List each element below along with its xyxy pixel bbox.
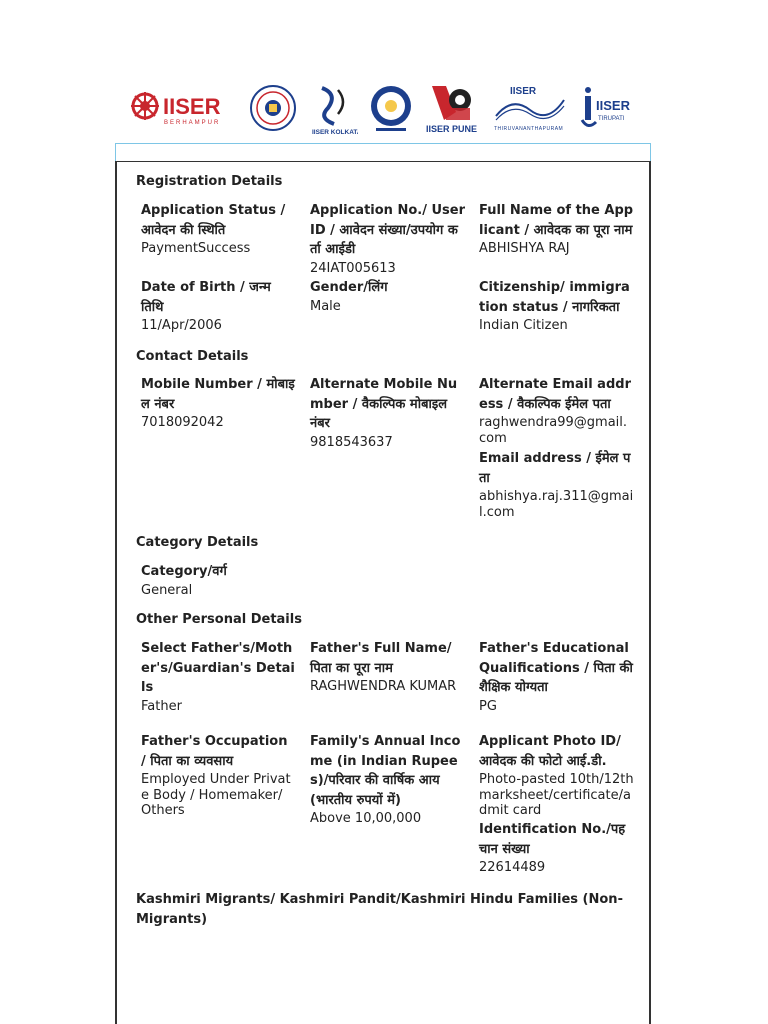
field-value: 9818543637 — [310, 434, 393, 450]
field-label: Alternate Mobile Number / वैकल्पिक मोबाइल नंबर — [310, 377, 458, 431]
field-value: 24IAT005613 — [310, 260, 396, 276]
field-father-occupation — [141, 732, 296, 819]
field-mobile-number — [141, 375, 296, 431]
field-label: Father's Full Name/ पिता का पूरा नाम — [310, 641, 452, 676]
field-value: Photo-pasted 10th/12th marksheet/certificate/admit card — [479, 772, 634, 818]
section-title-kashmiri: Kashmiri Migrants/ Kashmiri Pandit/Kashmiri Hindu Families (Non-Migrants) — [136, 892, 623, 927]
iiser-thiruvananthapuram-logo — [492, 80, 568, 136]
svg-text:IISER PUNE: IISER PUNE — [426, 124, 478, 134]
field-value: 22614489 — [479, 860, 546, 875]
field-label: Family's Annual Income (in Indian Rupees)/परिवार की वार्षिक आय (भारतीय रुपयों में) — [310, 734, 461, 808]
iiser-mohali-seal — [368, 80, 414, 136]
field-value: 7018092042 — [141, 415, 224, 430]
field-value: Indian Citizen — [479, 318, 568, 333]
field-category — [141, 562, 296, 598]
field-label: Application Status / आवेदन की स्थिति — [141, 203, 286, 238]
field-value: raghwendra99@gmail.com — [479, 415, 628, 446]
field-value: PG — [479, 698, 497, 714]
svg-text:IISER: IISER — [510, 86, 537, 97]
field-value: Above 10,00,000 — [310, 811, 422, 826]
field-label: Identification No./पहचान संख्या — [479, 822, 626, 857]
iiser-pune-logo — [424, 80, 484, 136]
iiser-berhampur-wordmark: IISER — [163, 94, 221, 119]
field-gender — [310, 278, 465, 314]
field-value: ABHISHYA RAJ — [479, 241, 570, 256]
svg-text:BERHAMPUR: BERHAMPUR — [164, 120, 221, 126]
svg-text:IISER KOLKATA: IISER KOLKATA — [312, 129, 358, 136]
field-citizenship — [479, 278, 634, 334]
iiser-tirupati-logo — [578, 80, 638, 136]
section-title-registration: Registration Details — [136, 174, 283, 189]
field-value: RAGHWENDRA KUMAR — [310, 679, 457, 694]
field-identification-no — [479, 820, 634, 876]
field-label: Applicant Photo ID/ आवेदक की फोटो आई.डी. — [479, 734, 621, 769]
field-label: Date of Birth / जन्म तिथि — [141, 280, 271, 315]
field-application-no — [310, 201, 465, 276]
field-value: 11/Apr/2006 — [141, 318, 222, 333]
svg-text:TIRUPATI: TIRUPATI — [598, 116, 625, 122]
field-label: Gender/लिंग — [310, 280, 388, 295]
field-father-education — [479, 639, 634, 714]
field-application-status — [141, 201, 296, 257]
iiser-berhampur-logo — [130, 80, 240, 136]
field-value: Male — [310, 298, 341, 314]
field-label: Application No./ User ID / आवेदन संख्या/उपयोग कर्ता आईडी — [310, 203, 465, 257]
field-father-name — [310, 639, 465, 695]
field-label: Father's Educational Qualifications / पिता की शैक्षिक योग्यता — [479, 641, 633, 695]
field-label: Select Father's/Mother's/Guardian's Details — [141, 641, 295, 695]
iiser-kolkata-logo — [308, 80, 358, 136]
field-value: Father — [141, 698, 182, 714]
field-guardian-select — [141, 639, 296, 714]
field-value: Employed Under Private Body / Homemaker/ Others — [141, 772, 291, 818]
field-value: General — [141, 582, 193, 598]
field-alternate-email — [479, 375, 634, 446]
section-title-contact: Contact Details — [136, 349, 249, 364]
panel-header-border — [115, 143, 651, 161]
section-title-category: Category Details — [136, 535, 259, 550]
field-family-income — [310, 732, 465, 827]
field-date-of-birth — [141, 278, 296, 334]
field-email-address — [479, 449, 634, 520]
svg-text:IISER: IISER — [596, 98, 630, 113]
field-label: Category/वर्ग — [141, 564, 227, 579]
field-label: Father's Occupation / पिता का व्यवसाय — [141, 734, 288, 769]
field-label: Full Name of the Applicant / आवेदक का पूरा नाम — [479, 203, 634, 238]
field-label: Mobile Number / मोबाइल नंबर — [141, 377, 295, 412]
iiser-bhopal-seal — [248, 80, 298, 136]
field-photo-id — [479, 732, 634, 819]
section-title-other-personal: Other Personal Details — [136, 612, 302, 627]
field-value: PaymentSuccess — [141, 241, 251, 256]
field-label: Alternate Email address / वैकल्पिक ईमेल पता — [479, 377, 631, 412]
field-value: abhishya.raj.311@gmail.com — [479, 489, 634, 520]
field-label: Citizenship/ immigration status / नागरिकता — [479, 280, 630, 315]
field-full-name — [479, 201, 634, 257]
field-alternate-mobile — [310, 375, 465, 450]
institute-logo-strip — [122, 80, 646, 136]
svg-text:THIRUVANANTHAPURAM: THIRUVANANTHAPURAM — [494, 126, 564, 132]
field-label: Email address / ईमेल पता — [479, 451, 631, 486]
